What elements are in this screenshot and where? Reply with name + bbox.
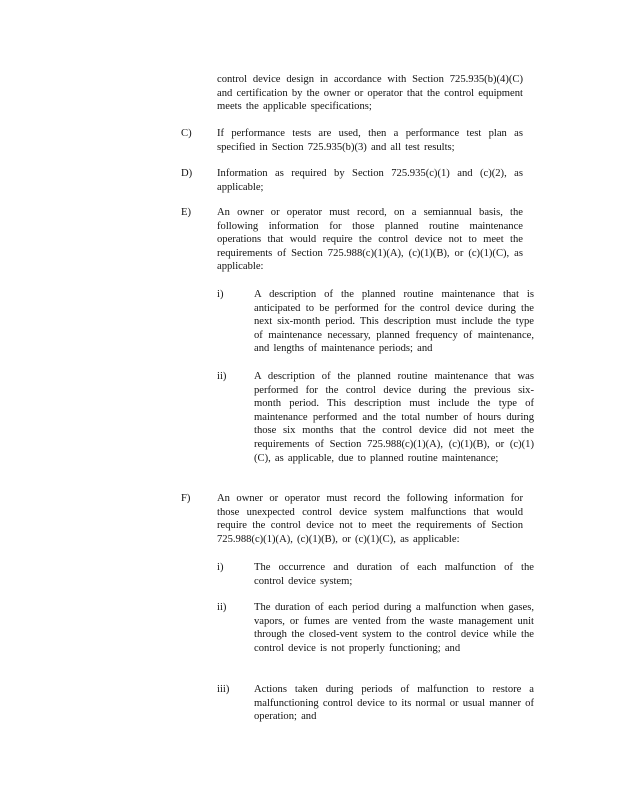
subitem-text-f-iii: Actions taken during periods of malfunction to restore a malfunctioning control device to its normal or usual manner of operation; and xyxy=(254,684,534,723)
subitem-marker-f-iii: iii) xyxy=(217,684,230,695)
item-marker-e: E) xyxy=(181,207,191,218)
continuation-paragraph: control device design in accordance with Section 725.935(b)(4)(C) and certification by the owner or operator that the control equipment meets the applicable specifications; xyxy=(217,74,523,113)
item-marker-c: C) xyxy=(181,128,192,139)
subitem-marker-e-ii: ii) xyxy=(217,371,227,382)
item-marker-d: D) xyxy=(181,168,193,179)
item-text-c: If performance tests are used, then a performance test plan as specified in Section 725.935(b)(3) and all test results; xyxy=(217,128,523,153)
subitem-marker-f-ii: ii) xyxy=(217,602,227,613)
item-marker-f: F) xyxy=(181,493,191,504)
item-text-f: An owner or operator must record the following information for those unexpected control device system malfunctions that would require the control device not to meet the requirements of Section 725.988(c)(1)(A), (c)(1)(B), or (c)(1)(C), as applicable: xyxy=(217,493,523,545)
item-text-d: Information as required by Section 725.935(c)(1) and (c)(2), as applicable; xyxy=(217,168,523,193)
subitem-marker-e-i: i) xyxy=(217,289,224,300)
subitem-text-e-ii: A description of the planned routine maintenance that was performed for the control device during the previous six-month period. This description must include the type of maintenance performed and the total number of hours during those six months that the control device did not meet the requirements of Section 725.988(c)(1)(A), (c)(1)(B), or (c)(1)(C), as applicable, due to planned routine maintenance; xyxy=(254,371,534,464)
subitem-text-f-i: The occurrence and duration of each malfunction of the control device system; xyxy=(254,562,534,587)
subitem-text-e-i: A description of the planned routine maintenance that is anticipated to be performed for the control device during the next six-month period. This description must include the type of maintenance necessary, planned frequency of maintenance, and lengths of maintenance periods; and xyxy=(254,289,534,355)
item-text-e: An owner or operator must record, on a semiannual basis, the following information for those planned routine maintenance operations that would require the control device not to meet the requirements of Section 725.988(c)(1)(A), (c)(1)(B), or (c)(1)(C), as applicable: xyxy=(217,207,523,273)
subitem-marker-f-i: i) xyxy=(217,562,224,573)
subitem-text-f-ii: The duration of each period during a malfunction when gases, vapors, or fumes are vented from the waste management unit through the closed-vent system to the control device while the control device is not properly functioning; and xyxy=(254,602,534,654)
